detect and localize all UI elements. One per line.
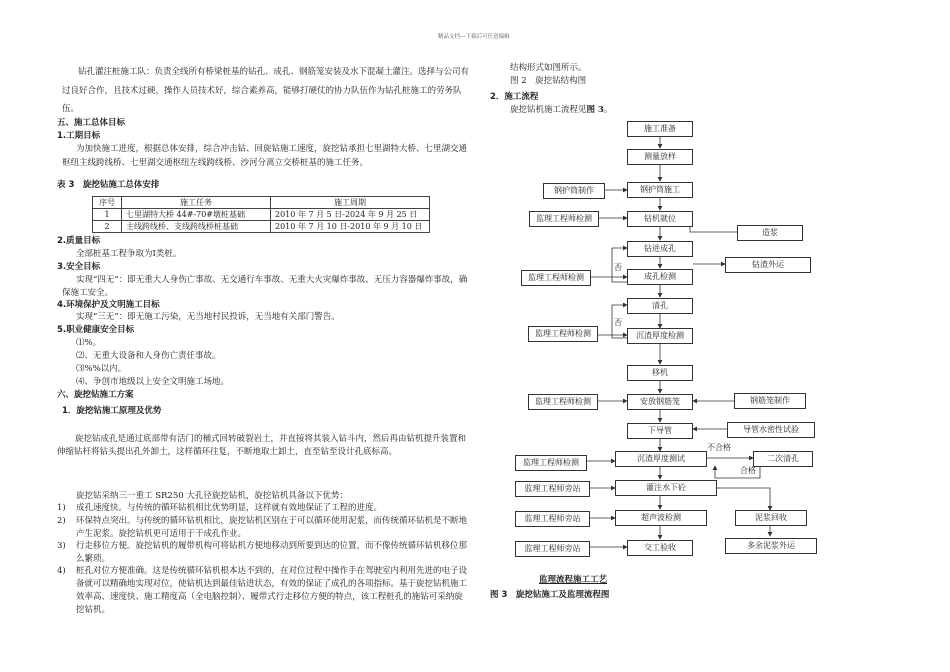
advantage-text: 环保特点突出。与传统的循环钻机相比，旋挖钻机区别在于可以循环使用泥浆，而传统循环钻机是不断地产生泥浆。旋挖钻机更可适用于干成孔作业。 bbox=[76, 516, 468, 539]
flowchart-title: 监理流程施工工艺 bbox=[539, 575, 608, 585]
flow-side-supervisor-check: 监理工程师检测 bbox=[521, 270, 591, 286]
process-heading: 2．施工流程 bbox=[490, 92, 539, 102]
flow-step-move-rig: 移机 bbox=[627, 365, 693, 381]
flow-step-acceptance: 交工验收 bbox=[627, 540, 693, 556]
flow-side-cage-fabrication: 钢筋笼制作 bbox=[734, 393, 806, 409]
figure-ref: 图 3 bbox=[586, 105, 604, 115]
advantage-number: 2) bbox=[57, 516, 66, 526]
principle-heading: 1．旋挖钻施工原理及优势 bbox=[62, 406, 162, 416]
flow-side-excess-slurry: 多余泥浆外运 bbox=[725, 538, 817, 554]
flow-step-survey: 测量放样 bbox=[627, 149, 693, 165]
principle-paragraph: 旋挖钻成孔是通过底部带有活门的桶式回转破裂岩土，并直接将其装入钻斗内，然后再由钻机提升装置和伸缩钻杆将钻头提出孔外卸土，这样循环往复，不断地取土卸土，直至钻至设计孔底标高。 bbox=[57, 434, 467, 457]
flow-step-preparation: 施工准备 bbox=[627, 121, 693, 137]
flow-side-supervisor-onsite: 监理工程师旁站 bbox=[515, 481, 590, 497]
safety-goal-text: 实现“四无”：即无重大人身伤亡事故、无交通行车事故、无重大火灾爆炸事故、无压力容器爆炸事故，确保施工安全。 bbox=[62, 275, 468, 298]
flow-step-tremie: 下导管 bbox=[627, 423, 693, 439]
table-cell: 主线跨线桥、支线跨线桥桩基础 bbox=[122, 221, 271, 233]
flow-side-supervisor-check: 监理工程师检测 bbox=[515, 455, 587, 471]
health-goal-item: ⑶%%以内。 bbox=[76, 364, 127, 374]
flow-side-supervisor-check: 监理工程师检测 bbox=[528, 394, 598, 410]
safety-goal-heading: 3.安全目标 bbox=[57, 262, 101, 272]
process-intro-end: 。 bbox=[603, 105, 613, 115]
advantage-number: 3) bbox=[57, 541, 66, 551]
flow-side-supervisor-check: 监理工程师检测 bbox=[529, 211, 599, 227]
figure-2-caption: 图 2 旋挖钻结构图 bbox=[510, 76, 587, 86]
table-cell: 七里湖特大桥 44#-70#墩桩基础 bbox=[122, 209, 271, 221]
health-goal-item: ⑵、无重大设备和人身伤亡责任事故。 bbox=[76, 351, 221, 361]
flow-side-casing-fabrication: 钢护筒制作 bbox=[543, 183, 605, 199]
process-intro-text: 旋挖钻机施工流程见 bbox=[510, 105, 587, 115]
advantage-number: 1) bbox=[57, 503, 66, 513]
table-caption: 表 3 旋挖钻施工总体安排 bbox=[57, 180, 160, 190]
branch-label-fail: 不合格 bbox=[707, 443, 731, 452]
table-cell: 2 bbox=[93, 221, 122, 233]
flow-step-sediment-test: 沉渣厚度测试 bbox=[615, 451, 707, 467]
schedule-goal-text: 为加快施工进度，根据总体安排，综合冲击钻、回旋钻施工速度，旋挖钻承担七里湖特大桥、七里湖交通枢纽主线跨线桥、七里湖交通枢纽左线跨线桥、沙河分离立交桥桩基的施工任务。 bbox=[62, 144, 468, 168]
flow-side-supervisor-onsite: 监理工程师旁站 bbox=[515, 541, 590, 557]
advantage-text: 行走移位方便。旋挖钻机的履带机构可将钻机方便地移动到所要到达的位置，而不像传统循环钻机移位那么繁琐。 bbox=[76, 541, 468, 564]
table-cell: 1 bbox=[93, 209, 122, 221]
environment-goal-text: 实现“三无”：即无施工污染，无当地村民投诉，无当地有关部门警告。 bbox=[76, 312, 340, 322]
advantage-number: 4) bbox=[57, 566, 66, 576]
flow-side-slurry-making: 造浆 bbox=[737, 225, 803, 241]
figure-3-caption: 图 3 旋挖钻施工及监理流程图 bbox=[490, 590, 610, 600]
flow-step-casing: 钢护筒施工 bbox=[627, 182, 693, 198]
flow-side-spoil-removal: 钻渣外运 bbox=[725, 257, 811, 273]
branch-label-pass: 合格 bbox=[740, 466, 756, 475]
health-goal-heading: 5.职业健康安全目标 bbox=[57, 325, 135, 335]
flow-step-cleaning: 清孔 bbox=[627, 298, 693, 314]
quality-goal-text: 全部桩基工程争取为Ⅰ类桩。 bbox=[76, 249, 182, 259]
advantage-text: 桩孔对位方便准确。这是传统循环钻机根本达不到的，在对位过程中操作手在驾驶室内利用先进的电子设备就可以精确地实现对位，使钻机达到最佳钻进状态，有效的保证了成孔的各项指标。基于旋挖钻机施工效率高、速度快、施工精度高（全电脑控制）、履带式行走移位方便的特点，该工程桩孔的施钻可采纳旋挖钻机。 bbox=[76, 566, 468, 615]
flow-step-sediment-inspection: 沉渣厚度检测 bbox=[627, 328, 693, 344]
flow-step-hole-inspection: 成孔检测 bbox=[627, 269, 693, 285]
flow-step-ultrasonic: 超声波检测 bbox=[615, 510, 707, 526]
advantages-intro: 旋挖钻采纳三一重工 SR250 大孔径旋挖钻机，旋挖钻机具备以下优势： bbox=[76, 491, 348, 501]
intro-paragraph: 钻孔灌注桩施工队：负责全线所有桥梁桩基的钻孔、成孔、钢筋笼安装及水下混凝土灌注。选择与公司有过良好合作，且技术过硬，操作人员技术好，综合素养高，能够打硬仗的协力队伍作为钻孔桩施工的劳务队伍。 bbox=[62, 67, 470, 114]
flow-side-slurry-recovery: 泥浆回收 bbox=[735, 510, 807, 526]
flow-side-second-cleaning: 二次清孔 bbox=[753, 451, 813, 467]
advantage-text: 成孔速度快。与传统的循环钻机相比优势明显，这样就有效地保证了工程的进度。 bbox=[76, 503, 383, 513]
table-header-cell: 序号 bbox=[93, 197, 122, 209]
branch-label-no: 否 bbox=[614, 263, 622, 272]
table-cell: 2010 年 7 月 5 日-2024 年 9 月 25 日 bbox=[271, 209, 430, 221]
quality-goal-heading: 2.质量目标 bbox=[57, 236, 101, 246]
flow-side-supervisor-onsite: 监理工程师旁站 bbox=[515, 511, 590, 527]
section-5-heading: 五、施工总体目标 bbox=[57, 118, 126, 128]
flow-side-supervisor-check: 监理工程师检测 bbox=[528, 326, 598, 342]
page-header: 精品文档---下载后可任意编辑 bbox=[438, 34, 510, 40]
section-6-heading: 六、旋挖钻施工方案 bbox=[57, 390, 134, 400]
flow-step-concrete-pour: 灌注水下砼 bbox=[615, 480, 717, 496]
health-goal-item: ⑴%。 bbox=[76, 338, 102, 348]
flow-step-rig-position: 钻机就位 bbox=[627, 211, 693, 227]
table-header-cell: 施工周期 bbox=[271, 197, 430, 209]
branch-label-no: 否 bbox=[614, 318, 622, 327]
structure-text: 结构形式如图所示。 bbox=[510, 63, 587, 73]
schedule-goal-heading: 1.工期目标 bbox=[57, 131, 101, 141]
environment-goal-heading: 4.环境保护及文明施工目标 bbox=[57, 300, 160, 310]
table-cell: 2010 年 7 月 10 日-2010 年 9 月 10 日 bbox=[271, 221, 430, 233]
flow-step-drilling: 钻进成孔 bbox=[627, 241, 693, 257]
table-header-cell: 施工任务 bbox=[122, 197, 271, 209]
flow-side-watertight-test: 导管水密性试验 bbox=[727, 422, 815, 438]
flow-step-cage-install: 安放钢筋笼 bbox=[627, 394, 693, 410]
health-goal-item: ⑷、争创市地级以上安全文明施工场地。 bbox=[76, 377, 230, 387]
